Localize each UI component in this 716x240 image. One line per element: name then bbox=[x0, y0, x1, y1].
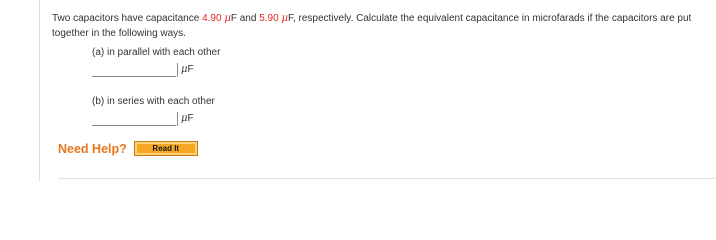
capacitance-1-unit-mu: μ bbox=[224, 13, 231, 24]
capacitance-2-value: 5.90 bbox=[259, 13, 279, 24]
question-text: Two capacitors have capacitance 4.90 μF and 5.90 μF, respectively. Calculate the equivalent capacitance in microfarads if the capacitors are put together in the following ways. bbox=[52, 13, 692, 39]
help-row bbox=[58, 141, 198, 156]
part-b-unit: μF bbox=[177, 112, 194, 126]
capacitance-1-value: 4.90 bbox=[202, 13, 222, 24]
bottom-divider bbox=[58, 178, 716, 179]
need-help-label: Need Help? bbox=[58, 141, 127, 156]
part-a-answer-row bbox=[92, 61, 194, 77]
part-b-answer-input[interactable] bbox=[92, 111, 176, 126]
part-a-unit: μF bbox=[177, 63, 194, 77]
part-a-label: (a) in parallel with each other bbox=[92, 47, 221, 58]
capacitance-2-unit-mu: μ bbox=[281, 13, 288, 24]
read-it-button[interactable]: Read It bbox=[134, 141, 198, 156]
part-b-answer-row bbox=[92, 110, 194, 126]
part-a-answer-input[interactable] bbox=[92, 62, 176, 77]
part-b-label: (b) in series with each other bbox=[92, 96, 215, 107]
